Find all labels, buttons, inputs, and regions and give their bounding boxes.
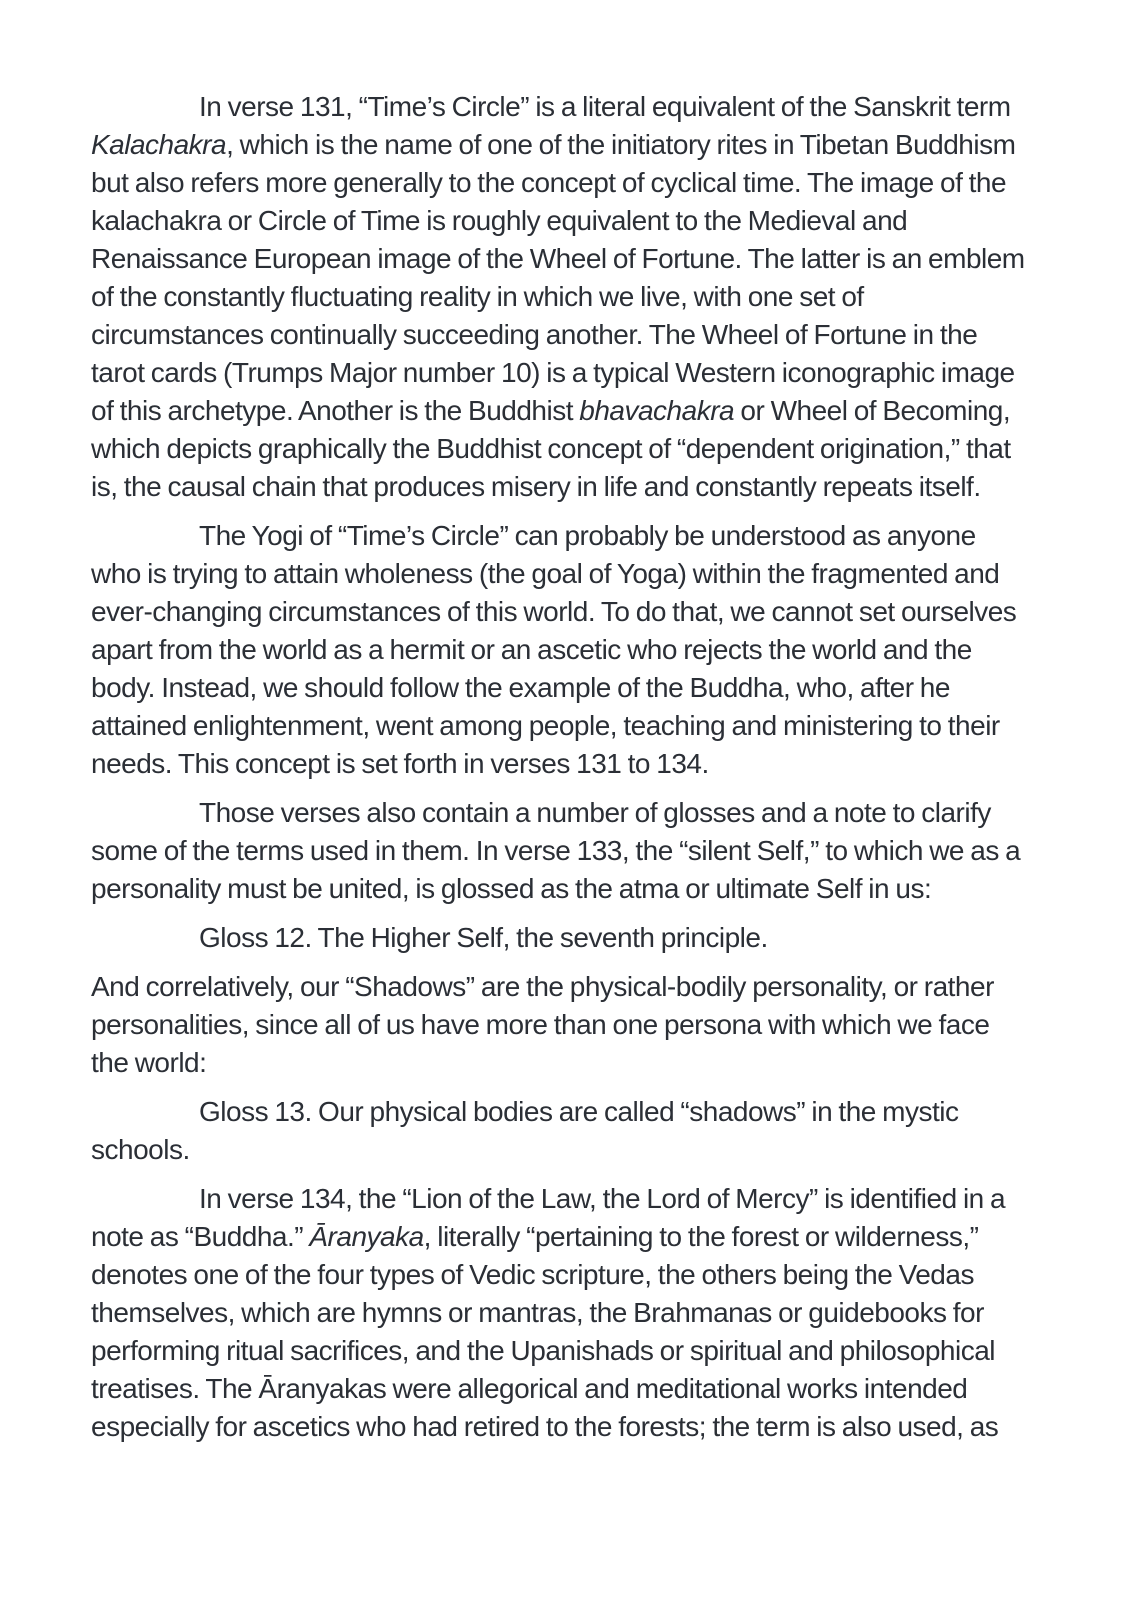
paragraph-shadows: And correlatively, our “Shadows” are the physical-bodily personality, or rather personalities, since all of us have more than one persona with which we face the world: [91,971,994,1078]
document-page [91,88,1031,1446]
gloss-13: Gloss 13. Our physical bodies are called “shadows” in the mystic schools. [91,1096,959,1165]
p1-text-c: , which is the name of one of the initiatory rites in Tibetan Buddhism but also refers more generally to the concept of cyclical time. The image of the kalachakra or Circle of Time is roughly equivalent to the Medieval and Renaissance European image of the Wheel of Fortune. The latter is an emblem of the constantly fluctuating reality in which we live, with one set of circumstances continually succeeding another. The Wheel of Fortune in the tarot cards (Trumps Major number 10) is a typical Western iconographic image of this archetype. Another is the Buddhist [91,129,1025,426]
p5-text-c: , literally “pertaining to the forest or wilderness,” denotes one of the four types of Vedic scripture, the others being the Vedas themselves, which are hymns or mantras, the Brahmanas or guidebooks for performing ritual sacrifices, and the Upanishads or spiritual and philosophical treatises. The Āranyakas were allegorical and meditational works intended especially for ascetics who had retired to the forests; the term is also used, as [91,1221,999,1442]
term-aranyaka: Āranyaka [309,1221,424,1252]
p1-text-e: or Wheel of Becoming, which depicts graphically the Buddhist concept of “dependent origination,” that is, the causal chain that produces misery in life and constantly repeats itself. [91,395,1011,502]
gloss-12: Gloss 12. The Higher Self, the seventh principle. [199,922,768,953]
term-bhavachakra: bhavachakra [579,395,735,426]
paragraph-glosses: Those verses also contain a number of glosses and a note to clarify some of the terms used in them. In verse 133, the “silent Self,” to which we as a personality must be united, is glossed as the atma or ultimate Self in us: [91,797,1021,904]
p5-text-a: In verse 134, the “Lion of the Law, the Lord of Mercy” is identified in a note as “Buddha.” [91,1183,1006,1252]
term-kalachakra: Kalachakra [91,129,227,160]
paragraph-yogi: The Yogi of “Time’s Circle” can probably be understood as anyone who is trying to attain wholeness (the goal of Yoga) within the fragmented and ever-changing circumstances of this world. To do that, we cannot set ourselves apart from the world as a hermit or an ascetic who rejects the world and the body. Instead, we should follow the example of the Buddha, who, after he attained enlightenment, went among people, teaching and ministering to their needs. This concept is set forth in verses 131 to 134. [91,520,1017,779]
p1-text-a: In verse 131, “Time’s Circle” is a literal equivalent of the Sanskrit term [199,91,1011,122]
paragraph-time-circle [91,88,1031,506]
paragraph-aranyaka [91,1180,1031,1446]
